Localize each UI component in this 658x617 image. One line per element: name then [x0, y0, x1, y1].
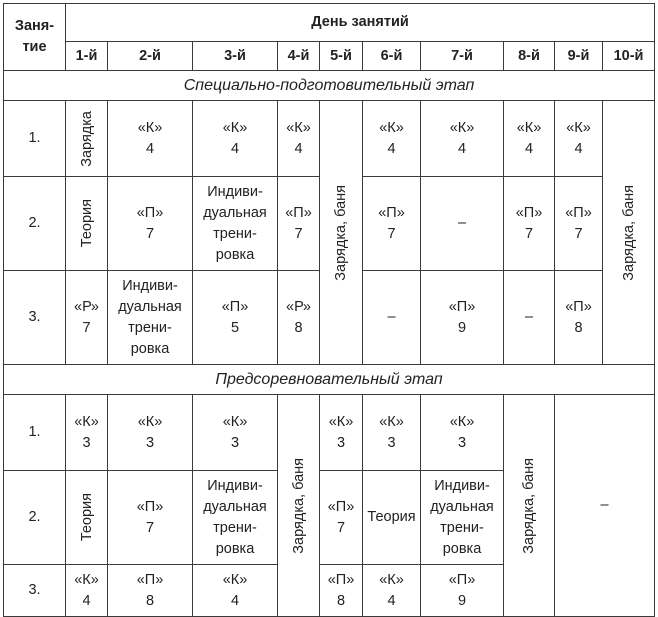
day-header-9: 9-й	[555, 42, 603, 71]
session-row	[4, 395, 655, 471]
cell-activity: Индиви- дуальная трени- ровка	[193, 177, 278, 271]
cell-activity: –	[504, 271, 555, 365]
stage-title-pre-competition: Предсоревновательный этап	[4, 365, 655, 395]
cell-activity: «К» 4	[555, 101, 603, 177]
cell-activity: Индиви- дуальная трени- ровка	[193, 471, 278, 565]
cell-activity: «К» 4	[66, 565, 108, 617]
cell-activity: «П» 5	[193, 271, 278, 365]
session-number: 2.	[4, 177, 66, 271]
cell-activity: «К» 3	[108, 395, 193, 471]
session-number: 3.	[4, 565, 66, 617]
cell-activity: «П» 8	[108, 565, 193, 617]
cell-activity: «К» 4	[278, 101, 320, 177]
cell-activity: «К» 3	[66, 395, 108, 471]
day-header-7: 7-й	[421, 42, 504, 71]
cell-activity: Индиви- дуальная трени- ровка	[108, 271, 193, 365]
cell-activity: Зарядка	[66, 101, 108, 177]
stage-title-special-prep: Специально-подготовительный этап	[4, 71, 655, 101]
day-header-3: 3-й	[193, 42, 278, 71]
cell-activity: «К» 4	[108, 101, 193, 177]
session-column-header: Заня- тие	[4, 4, 66, 71]
cell-rest-day: Зарядка, баня	[320, 101, 363, 365]
day-header-1: 1-й	[66, 42, 108, 71]
session-number: 1.	[4, 101, 66, 177]
day-header-8: 8-й	[504, 42, 555, 71]
cell-activity: «К» 4	[363, 101, 421, 177]
cell-activity: «П» 9	[421, 565, 504, 617]
days-header: День занятий	[66, 4, 655, 42]
cell-activity: «П» 7	[108, 177, 193, 271]
cell-activity: «К» 3	[320, 395, 363, 471]
cell-activity: «Р» 7	[66, 271, 108, 365]
cell-activity: «К» 4	[193, 565, 278, 617]
session-number: 2.	[4, 471, 66, 565]
cell-activity: –	[421, 177, 504, 271]
stage-row	[4, 71, 655, 101]
cell-activity: Теория	[66, 471, 108, 565]
cell-rest-day: Зарядка, баня	[278, 395, 320, 617]
cell-activity: «П» 9	[421, 271, 504, 365]
cell-activity: Теория	[363, 471, 421, 565]
cell-rest-day: Зарядка, баня	[603, 101, 655, 365]
cell-activity: «П» 7	[278, 177, 320, 271]
day-header-10: 10-й	[603, 42, 655, 71]
cell-activity: «К» 3	[421, 395, 504, 471]
cell-activity: «П» 8	[555, 271, 603, 365]
session-number: 1.	[4, 395, 66, 471]
day-header-2: 2-й	[108, 42, 193, 71]
cell-empty-days: –	[555, 395, 655, 617]
training-schedule-table	[3, 3, 655, 617]
day-header-5: 5-й	[320, 42, 363, 71]
day-header-6: 6-й	[363, 42, 421, 71]
session-row	[4, 101, 655, 177]
cell-activity: «П» 7	[320, 471, 363, 565]
cell-activity: «К» 3	[193, 395, 278, 471]
cell-activity: Индиви- дуальная трени- ровка	[421, 471, 504, 565]
cell-rest-day: Зарядка, баня	[504, 395, 555, 617]
cell-activity: –	[363, 271, 421, 365]
cell-activity: «П» 8	[320, 565, 363, 617]
cell-activity: «К» 4	[504, 101, 555, 177]
cell-activity: «П» 7	[363, 177, 421, 271]
day-header-4: 4-й	[278, 42, 320, 71]
cell-activity: «П» 7	[555, 177, 603, 271]
cell-activity: «К» 3	[363, 395, 421, 471]
cell-activity: «Р» 8	[278, 271, 320, 365]
stage-row	[4, 365, 655, 395]
cell-activity: Теория	[66, 177, 108, 271]
cell-activity: «П» 7	[108, 471, 193, 565]
session-number: 3.	[4, 271, 66, 365]
cell-activity: «К» 4	[193, 101, 278, 177]
cell-activity: «К» 4	[421, 101, 504, 177]
cell-activity: «П» 7	[504, 177, 555, 271]
header-row-days	[4, 42, 655, 71]
header-row-top	[4, 4, 655, 42]
cell-activity: «К» 4	[363, 565, 421, 617]
